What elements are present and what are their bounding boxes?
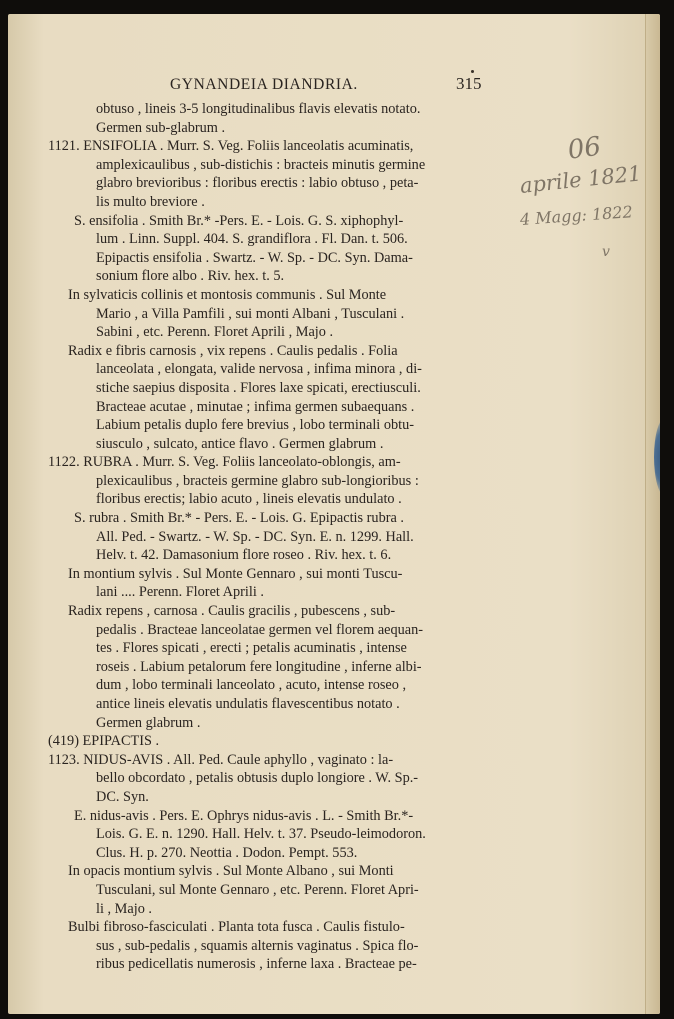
text-line: Tusculani, sul Monte Gennaro , etc. Perenn. Floret Apri- [96,881,419,898]
text-line: lum . Linn. Suppl. 404. S. grandiflora . Fl. Dan. t. 506. [96,231,408,248]
description-line: Radix repens , carnosa . Caulis gracilis , pubescens , sub- [68,603,396,620]
text-line: lanceolata , elongata, valide nervosa , infima minora , di- [96,361,422,378]
text-line: Mario , a Villa Pamfili , sui monti Albani , Tusculani . [96,305,405,322]
text-line: antice lineis elevatis undulatis flavescentibus notato . [96,696,400,712]
description-line: Radix e fibris carnosis , vix repens . Caulis pedalis . Folia [68,342,398,359]
text-line: siusculo , sulcato, antice flavo . Germen glabrum . [96,435,384,452]
text-line: li , Majo . [96,900,152,917]
book-page [8,14,660,1014]
text-line: amplexicaulibus , sub-distichis : bracteis minutis germine [96,156,426,173]
text-line: All. Ped. - Swartz. - W. Sp. - DC. Syn. E. n. 1299. Hall. [96,528,414,545]
text-line: Lois. G. E. n. 1290. Hall. Helv. t. 37. Pseudo-leimodoron. [96,826,426,843]
genus-heading: (419) EPIPACTIS . [48,733,160,750]
text-line: Bracteae acutae , minutae ; infima germen subaequans . [96,398,415,415]
page-number: 315 [456,74,482,93]
synonym-line: S. ensifolia . Smith Br.* -Pers. E. - Lois. G. S. xiphophyl- [74,212,404,229]
handwritten-note: aprile 1821 [518,161,643,198]
page-edge [645,14,660,1014]
habitat-line: In opacis montium sylvis . Sul Monte Albano , sui Monti [68,863,394,880]
synonym-line: S. rubra . Smith Br.* - Pers. E. - Lois. G. Epipactis rubra . [74,510,404,527]
text-line: Clus. H. p. 270. Neottia . Dodon. Pempt. 553. [96,844,358,861]
text-line: ribus pedicellatis numerosis , inferne laxa . Bracteae pe- [96,956,417,973]
text-line: Helv. t. 42. Damasonium flore roseo . Riv. hex. t. 6. [96,547,392,564]
habitat-line: In sylvaticis collinis et montosis communis . Sul Monte [68,286,387,303]
habitat-line: In montium sylvis . Sul Monte Gennaro , sui monti Tuscu- [68,565,403,582]
text-line: Epipactis ensifolia . Swartz. - W. Sp. - DC. Syn. Dama- [96,249,413,266]
entry-line: 1123. NIDUS-AVIS . All. Ped. Caule aphyllo , vaginato : la- [48,751,394,768]
text-line: sonium flore albo . Riv. hex. t. 5. [96,268,285,285]
text-line: obtuso , lineis 3-5 longitudinalibus flavis elevatis notato. [96,101,421,117]
text-line: plexicaulibus , bracteis germine glabro sub-longioribus : [96,472,419,489]
entry-line: 1122. RUBRA . Murr. S. Veg. Foliis lanceolato-oblongis, am- [48,454,401,471]
text-line: bello obcordato , petalis obtusis duplo longiore . W. Sp.- [96,770,419,787]
page-body [8,100,528,974]
text-line: sus , sub-pedalis , squamis alternis vaginatus . Spica flo- [96,937,419,954]
text-line: DC. Syn. [96,788,149,805]
text-line: glabro brevioribus : floribus erectis : labio obtuso , peta- [96,175,419,192]
running-head: GYNANDEIA DIANDRIA. [170,76,358,93]
handwritten-mark: v [602,244,610,260]
handwritten-note: 06 [565,131,603,166]
text-line: stiche saepius disposita . Flores laxe spicati, erectiusculi. [96,379,421,396]
text-line: Sabini , etc. Perenn. Floret Aprili , Majo . [96,324,334,341]
text-line: Germen glabrum . [96,714,201,731]
text-line: tes . Flores spicati , erecti ; petalis acuminatis , intense [96,640,407,657]
text-line: lani .... Perenn. Floret Aprili . [96,584,264,601]
synonym-line: E. nidus-avis . Pers. E. Ophrys nidus-avis . L. - Smith Br.*- [74,807,414,824]
ink-dot [471,70,474,73]
text-line: lis multo breviore . [96,193,205,210]
text-line: floribus erectis; labio acuto , lineis elevatis undulato . [96,491,402,508]
text-line: roseis . Labium petalorum fere longitudine , inferne albi- [96,658,422,675]
text-line: dum , lobo terminali lanceolato , acuto, intense roseo , [96,677,407,694]
text-line: Labium petalis duplo fere brevius , lobo terminali obtu- [96,417,415,434]
entry-line: 1121. ENSIFOLIA . Murr. S. Veg. Foliis lanceolatis acuminatis, [48,138,414,155]
text-line: Germen sub-glabrum . [96,119,226,136]
page-header [8,74,660,98]
description-line: Bulbi fibroso-fasciculati . Planta tota fusca . Caulis fistulo- [68,919,405,936]
handwritten-note: 4 Magg: 1822 [519,202,634,229]
text-line: pedalis . Bracteae lanceolatae germen vel florem aequan- [96,621,424,638]
